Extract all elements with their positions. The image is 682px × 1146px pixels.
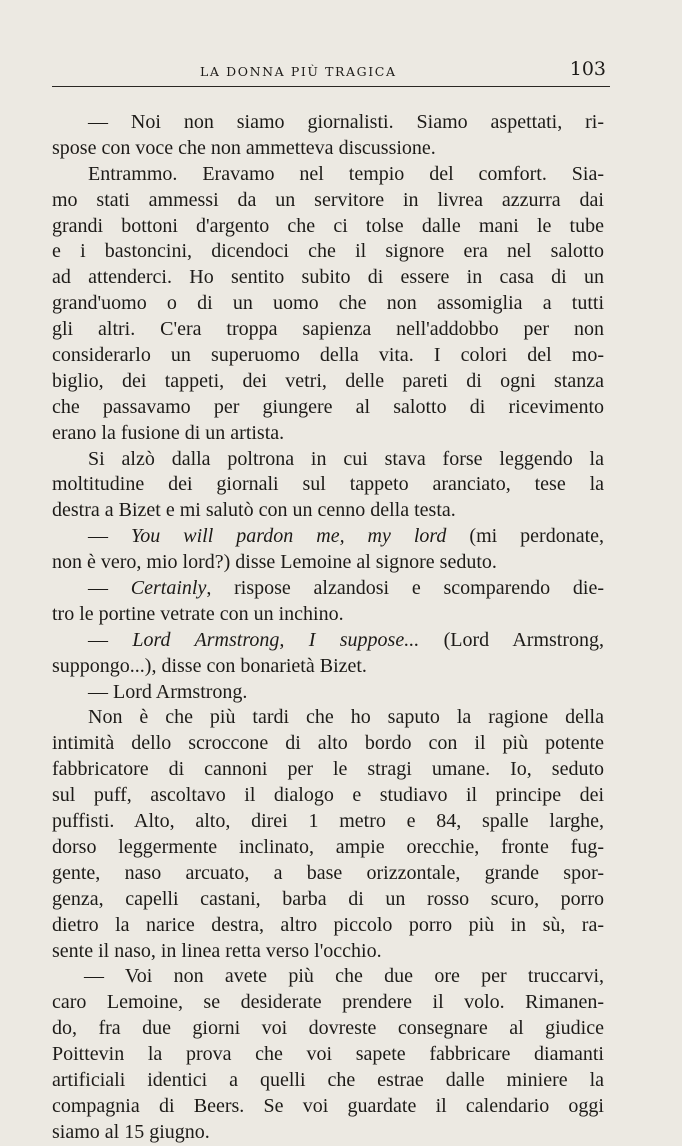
- text-line: [52, 783, 604, 809]
- text-line: [52, 1120, 604, 1146]
- text-line: [52, 705, 604, 731]
- text-line: [52, 757, 604, 783]
- text-line: [52, 628, 604, 654]
- line-text: moltitudine dei giornali sul tappeto aranciato, tese la: [52, 473, 604, 496]
- text-line: [52, 214, 604, 240]
- line-text: che passavamo per giungere al salotto di ricevimento: [52, 395, 604, 418]
- line-text: biglio, dei tappeti, dei vetri, delle pareti di ogni stanza: [52, 369, 604, 392]
- line-text: genza, capelli castani, barba di un rosso scuro, porro: [52, 887, 604, 910]
- line-text: intimità dello scroccone di alto bordo con il più potente: [52, 732, 604, 755]
- text-line: [52, 447, 604, 473]
- text-line: [52, 861, 604, 887]
- line-text: — Lord Armstrong.: [88, 680, 248, 703]
- text-line: [52, 369, 604, 395]
- line-text: siamo al 15 giugno.: [52, 1120, 210, 1143]
- text-line: [52, 291, 604, 317]
- text-line: [52, 835, 604, 861]
- line-text: , risposе alzandosi e scomparendo die-: [206, 577, 604, 600]
- line-text: caro Lemoine, se desiderate prendere il volo. Rimanen-: [52, 991, 604, 1014]
- text-line: [52, 188, 604, 214]
- line-text: ad attenderci. Ho sentito subito di essere in casa di un: [52, 266, 604, 289]
- line-text: Si alzò dalla poltrona in cui stava forse leggendo la: [88, 447, 604, 470]
- line-text: Non è che più tardi che ho saputo la ragione della: [88, 706, 604, 729]
- text-line: [52, 498, 604, 524]
- line-text: Poittevin la prova che voi sapete fabbricare diamanti: [52, 1043, 604, 1066]
- text-line: [52, 421, 604, 447]
- line-text: mo stati ammessi da un servitore in livrea azzurra dai: [52, 188, 604, 211]
- line-text: — Noi non siamo giornalisti. Siamo aspettati, ri-: [88, 111, 604, 133]
- body-text: [52, 110, 604, 1146]
- page-number: 103: [569, 58, 606, 80]
- text-line: [52, 809, 604, 835]
- text-line: [52, 680, 604, 706]
- text-line: [52, 654, 604, 680]
- line-text: considerarlo un superuomo della vita. I colori del mo-: [52, 344, 604, 367]
- text-line: [52, 990, 604, 1016]
- text-line: [52, 162, 604, 188]
- line-text: dorso leggermente inclinato, ampie orecchie, fronte fug-: [52, 835, 604, 858]
- line-text: gli altri. C'era troppa sapienza nell'addobbo per non: [52, 318, 604, 341]
- text-line: [52, 472, 604, 498]
- text-line: [52, 602, 604, 628]
- line-text: destra a Bizet e mi salutò con un cenno della testa.: [52, 499, 456, 522]
- line-text: Entrammo. Eravamo nel tempio del comfort. Sia-: [88, 162, 604, 185]
- text-line: [52, 550, 604, 576]
- italic-text: Lord Armstrong, I suppose...: [132, 628, 420, 651]
- line-text: (mi perdonate,: [446, 525, 604, 548]
- line-text: —: [88, 525, 131, 548]
- text-line: [52, 576, 604, 602]
- italic-text: Certainly: [130, 577, 207, 600]
- line-text: grand'uomo o di un uomo che non assomiglia a tutti: [52, 292, 604, 315]
- line-text: sente il naso, in linea retta verso l'occhio.: [52, 939, 382, 962]
- text-line: [52, 136, 604, 162]
- text-line: [52, 395, 604, 421]
- line-text: e i bastoncini, dicendoci che il signore era nel salotto: [52, 240, 604, 263]
- text-line: [52, 524, 604, 550]
- line-text: fabbricatore di cannoni per le stragi umane. Io, seduto: [52, 758, 604, 781]
- header-rule: [52, 86, 610, 87]
- text-line: [52, 317, 604, 343]
- line-text: puffisti. Alto, alto, direi 1 metro e 84, spalle larghe,: [52, 810, 604, 833]
- line-text: —: [88, 577, 131, 600]
- line-text: non è vero, mio lord?) disse Lemoine al signore seduto.: [52, 551, 497, 574]
- line-text: erano la fusione di un artista.: [52, 421, 285, 444]
- text-line: [52, 1016, 604, 1042]
- text-line: [52, 1042, 604, 1068]
- line-text: — Voi non avete più che due ore per truccarvi,: [84, 965, 604, 988]
- text-line: [52, 964, 604, 990]
- line-text: gente, naso arcuato, a base orizzontale, grande spor-: [52, 861, 604, 884]
- line-text: —: [88, 628, 133, 651]
- text-line: [52, 1068, 604, 1094]
- text-line: [52, 887, 604, 913]
- text-line: [52, 265, 604, 291]
- text-line: [52, 110, 604, 136]
- running-title: LA DONNA PIÙ TRAGICA: [200, 64, 397, 79]
- line-text: artificiali identici a quelli che estrae dalle miniere la: [52, 1068, 604, 1091]
- text-line: [52, 239, 604, 265]
- line-text: spose con voce che non ammetteva discussione.: [52, 136, 436, 159]
- line-text: (Lord Armstrong,: [419, 628, 604, 651]
- text-line: [52, 731, 604, 757]
- line-text: do, fra due giorni voi dovreste consegnare al giudice: [52, 1017, 604, 1040]
- text-line: [52, 1094, 604, 1120]
- text-line: [52, 913, 604, 939]
- line-text: suppongo...), disse con bonarietà Bizet.: [52, 654, 367, 677]
- line-text: tro le portine vetrate con un inchino.: [52, 602, 344, 625]
- text-line: [52, 343, 604, 369]
- text-line: [52, 939, 604, 965]
- italic-text: You will pardon me, my lord: [130, 525, 447, 548]
- line-text: compagnia di Beers. Se voi guardate il calendario oggi: [52, 1094, 604, 1117]
- line-text: dietro la narice destra, altro piccolo porro più in sù, ra-: [52, 913, 604, 936]
- line-text: grandi bottoni d'argento che ci tolse dalle mani le tube: [52, 214, 604, 237]
- line-text: sul puff, ascoltavo il dialogo e studiavo il principe dei: [52, 784, 604, 807]
